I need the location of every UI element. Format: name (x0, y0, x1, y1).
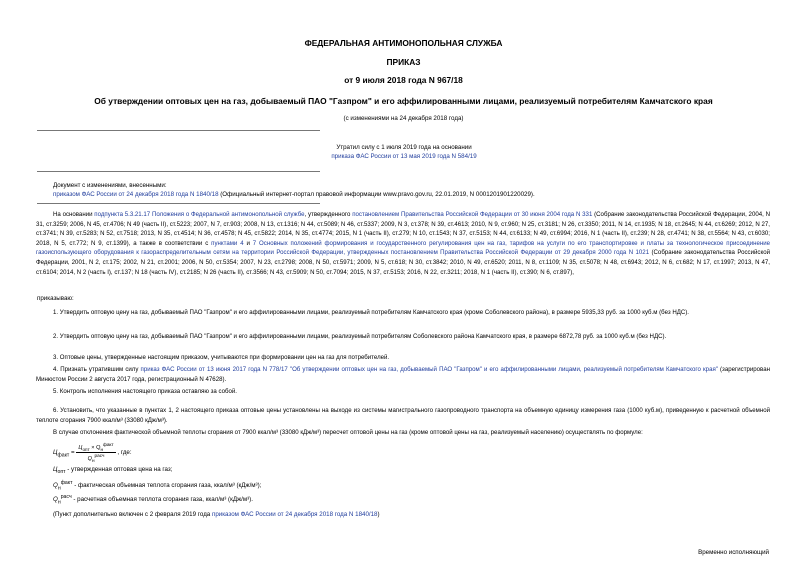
preamble-text: На основании (53, 211, 95, 218)
legend-text: - фактическая объемная теплота сгорания газа, ккал/м³ (кДж/м³); (72, 482, 262, 490)
formula-den-sub: н (91, 457, 95, 463)
formula-num-mult-sub: н (100, 446, 104, 452)
changes-line (53, 190, 535, 199)
agency-name: ФЕДЕРАЛЬНАЯ АНТИМОНОПОЛЬНАЯ СЛУЖБА (304, 38, 503, 48)
legend-sup: факт (60, 480, 73, 486)
lost-force-text: Утратил силу с 1 июля 2019 года на основании (336, 144, 472, 151)
footnote (53, 510, 380, 519)
preamble-text: , утвержденного (304, 211, 353, 218)
item-4-link[interactable]: приказ ФАС России от 13 июня 2017 года N 778/17 "Об утверждении оптовых цен на газ, добываемый ПАО "Газпром" и его аффилированными лицами, реализуемый потребителям Камчатского края" (140, 366, 718, 373)
formula-num-mult-sup: факт (103, 442, 114, 447)
preamble-text: (Собрание законодательства Российской Федерации, 2004, N 31, ст.3259; 2006, N 45, ст.4706; N 49 (часть II), ст.5223; 2007, N 7, ст.903; 2008, N 13, ст.1316; N 44, ст.5089; N 46, ст.5337; 2009, N 3, ст.378; N 39, ст.4613; 2010, N 9, ст.960; N 25, ст.3181; N 26, ст.3350; 2011, N 14, ст.1935; N 18, ст.2645; N 44, ст.6269; 2012, N 27, ст.3741; N 39, ст.5283; N 52, ст.7518; 2013, N 35, ст.4514; N 36, ст.4578; N 45, ст.5822; 2014, N 35, ст.4774; 2015, N 1 (часть II), ст.279; N 10, ст.1543; N 37, ст.5153; N 44, ст.6133; N 49, ст.6994; 2016, N 1 (часть II), ст.239; N 28, ст.4741; N 38, ст.5564; N 43, ст.6030; 2018, N 5, ст.772; N 9, ст.1399), а также в соответствии с (36, 211, 770, 247)
item-1: 1. Утвердить оптовую цену на газ, добываемый ПАО "Газпром" и его аффилированными лицами, реализуемый потребителям Камчатского края (кроме Соболевского района), в размере 5935,33 руб. за 1000 куб.м (без НДС). (53, 309, 689, 316)
formula-num: Ц (78, 444, 83, 451)
preamble-text: и (243, 239, 253, 247)
item-3: 3. Оптовые цены, утвержденные настоящим приказом, учитываются при формировании цен на газ для потребителей. (53, 354, 390, 361)
legend-symbol: Q (53, 482, 58, 490)
footnote-text: ) (377, 511, 380, 518)
preamble-text: (Собрание законодательства Российской Федерации, 2001, N 2, ст.175; 2002, N 21, ст.2001; 2006, N 50, ст.5354; 2007, N 23, ст.2798; 2008, N 50, ст.5971; 2009, N 5, ст.618; N 30, ст.3842; 2010, N 49, ст.6520; 2011, N 8, ст.1109; N 35, ст.5078; N 48, ст.6943; 2012, N 6, ст.682; N 17, ст.1997; 2013, N 47, ст.6104; 2014, N 2 (часть I), ст.137; N 18 (часть IV), ст.2185; N 26 (часть II), ст.3566; N 43, ст.5909; N 50, ст.7094; 2015, N 37, ст.5153; 2016, N 22, ст.3211; 2018, N 1 (часть II), ст.390; N 6, ст.897), (36, 249, 770, 276)
signature-title: Временно исполняющий (698, 549, 769, 556)
divider (37, 130, 320, 131)
item-4-text: 4. Признать утратившим силу (53, 366, 141, 373)
legend-item (53, 494, 253, 505)
legend-symbol: Ц (53, 466, 58, 473)
legend-item (53, 480, 261, 491)
preamble-link-resolution[interactable]: постановлением Правительства Российской Федерации от 30 июня 2004 года N 331 (352, 211, 593, 218)
legend-symbol: Q (53, 496, 58, 504)
footnote-link[interactable]: приказом ФАС России от 24 декабря 2018 года N 1840/18 (211, 511, 378, 518)
legend-sub: н (57, 499, 61, 506)
formula: $Ц_{факт}$ = $\frac{Ц_{опт} \times Q_н^{факт}}{Q_н^{расч}}$ , где: (53, 442, 132, 463)
formula-den-sup: расч (94, 452, 105, 458)
formula-where: , где: (117, 449, 132, 457)
formula-num-sub: опт (82, 446, 90, 452)
legend-text: - расчетная объемная теплота сгорания газа, ккал/м³ (кДж/м³). (71, 496, 253, 504)
lost-force-link[interactable]: приказа ФАС России от 13 мая 2019 года N 584/19 (331, 153, 477, 160)
amendments-note: (с изменениями на 24 декабря 2018 года) (343, 115, 464, 122)
doc-type: ПРИКАЗ (386, 57, 421, 67)
changes-link[interactable]: приказом ФАС России от 24 декабря 2018 года N 1840/18 (53, 191, 219, 198)
preamble-link-regulation[interactable]: подпункта 5.3.21.17 Положения о Федеральной антимонопольной службе (94, 211, 305, 218)
item-5: 5. Контроль исполнения настоящего приказа оставляю за собой. (53, 388, 237, 395)
item-2: 2. Утвердить оптовую цену на газ, добываемый ПАО "Газпром" и его аффилированными лицами, реализуемый потребителям Соболевского района Камчатского края, в размере 6872,78 руб. за 1000 куб.м (без НДС). (53, 333, 667, 340)
preamble-paragraph (36, 210, 770, 277)
legend-text: - утвержденная оптовая цена на газ; (65, 466, 173, 473)
preamble-link-points[interactable]: пунктами 4 (211, 239, 244, 247)
legend-sup: расч (60, 494, 72, 500)
preamble-link-basics[interactable]: 7 Основных положений формирования и государственного регулирования цен на газ, тарифов на услуги по его транспортировке и платы за технологическое присоединение газоиспользующего оборудования к газораспределительным сетям на территории Российской Федерации, утвержденных постановлением Правительства Российской Федерации от 29 декабря 2000 года N 1021 (36, 239, 771, 257)
item-4-text: (зарегистрирован Минюстом России 2 августа 2017 года, регистрационный N 47628). (36, 366, 770, 383)
changes-label: Документ с изменениями, внесенными: (53, 182, 167, 189)
order-word: приказываю: (37, 295, 74, 302)
item-4 (36, 365, 770, 384)
divider (37, 203, 320, 204)
formula-den: Q (87, 455, 92, 462)
doc-date-number: от 9 июля 2018 года N 967/18 (344, 75, 463, 85)
formula-lhs: Ц (53, 449, 58, 457)
legend-item (53, 466, 172, 475)
item-6: 6. Установить, что указанные в пунктах 1, 2 настоящего приказа оптовые цены установлены на выходе из системы магистрального газопроводного транспорта на объемную единицу измерения газа (1000 куб.м), приведенную к расчетной объемной теплоте сгорания 7900 ккал/м³ (33080 кДж/м³). (36, 407, 770, 424)
footnote-text: (Пункт дополнительно включен с 2 февраля 2019 года (53, 511, 212, 518)
changes-tail: (Официальный интернет-портал правовой информации www.pravo.gov.ru, 22.01.2019, N 0001201901220029). (218, 191, 535, 198)
formula-fraction (76, 442, 115, 463)
formula-num-mult: × Q (89, 444, 101, 451)
legend-sub: опт (57, 469, 66, 476)
item-6-formula-intro: В случае отклонения фактической объемной теплоты сгорания от 7900 ккал/м³ (33080 кДж/м³) пересчет оптовой цены на газ (кроме оптовой цены на газ, реализуемый населению) осуществлять по формуле: (53, 429, 643, 436)
doc-title: Об утверждении оптовых цен на газ, добываемый ПАО "Газпром" и его аффилированными лицами, реализуемый потребителям Камчатского края (94, 96, 713, 106)
formula-lhs-sub: факт (57, 452, 70, 459)
divider (37, 171, 320, 172)
legend-sub: н (57, 485, 61, 492)
